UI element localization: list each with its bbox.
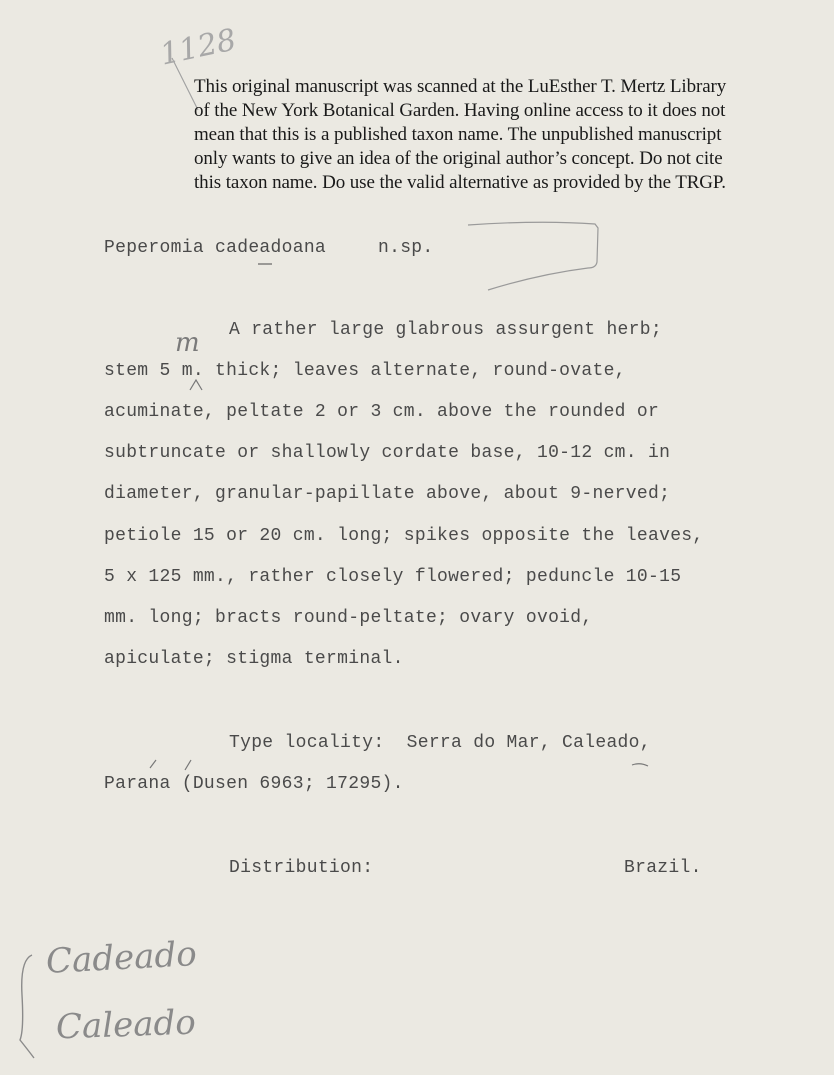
accent-mark (185, 760, 191, 770)
caret-mark (190, 380, 202, 390)
description-line: apiculate; stigma terminal. (104, 649, 404, 669)
distribution-label: Distribution: (229, 858, 374, 878)
margin-brace-mark (20, 955, 34, 1058)
title-bracket-mark (468, 222, 598, 290)
accent-mark (632, 764, 648, 766)
type-locality-line: Parana (Dusen 6963; 17295). (104, 774, 404, 794)
species-name: Peperomia cadeadoana (104, 238, 327, 258)
description-line: stem 5 m. thick; leaves alternate, round-ovate, (104, 361, 626, 381)
type-locality-line: Type locality: Serra do Mar, Caleado, (229, 733, 651, 753)
disclaimer-line: only wants to give an idea of the original author’s concept. Do not cite (194, 148, 723, 169)
description-line: petiole 15 or 20 cm. long; spikes opposite the leaves, (104, 526, 704, 546)
accent-mark (150, 760, 156, 768)
handwritten-number: 1128 (157, 22, 240, 73)
distribution-value: Brazil. (624, 858, 702, 878)
description-line: A rather large glabrous assurgent herb; (229, 320, 662, 340)
handwritten-correction: m (175, 328, 200, 358)
disclaimer-line: mean that this is a published taxon name. The unpublished manuscript (194, 124, 722, 145)
disclaimer-line: This original manuscript was scanned at the LuEsther T. Mertz Library (194, 76, 727, 97)
margin-note: Cadeado (45, 934, 198, 982)
description-line: mm. long; bracts round-peltate; ovary ovoid, (104, 608, 593, 628)
margin-note: Caleado (55, 1002, 197, 1048)
species-status: n.sp. (378, 238, 434, 258)
disclaimer-line: this taxon name. Do use the valid alternative as provided by the TRGP. (194, 172, 726, 193)
disclaimer-line: of the New York Botanical Garden. Having online access to it does not (194, 100, 726, 121)
disclaimer-block (194, 75, 824, 195)
description-line: diameter, granular-papillate above, about 9-nerved; (104, 484, 671, 504)
description-line: subtruncate or shallowly cordate base, 10-12 cm. in (104, 443, 671, 463)
description-line: 5 x 125 mm., rather closely flowered; peduncle 10-15 (104, 567, 682, 587)
description-line: acuminate, peltate 2 or 3 cm. above the rounded or (104, 402, 660, 422)
